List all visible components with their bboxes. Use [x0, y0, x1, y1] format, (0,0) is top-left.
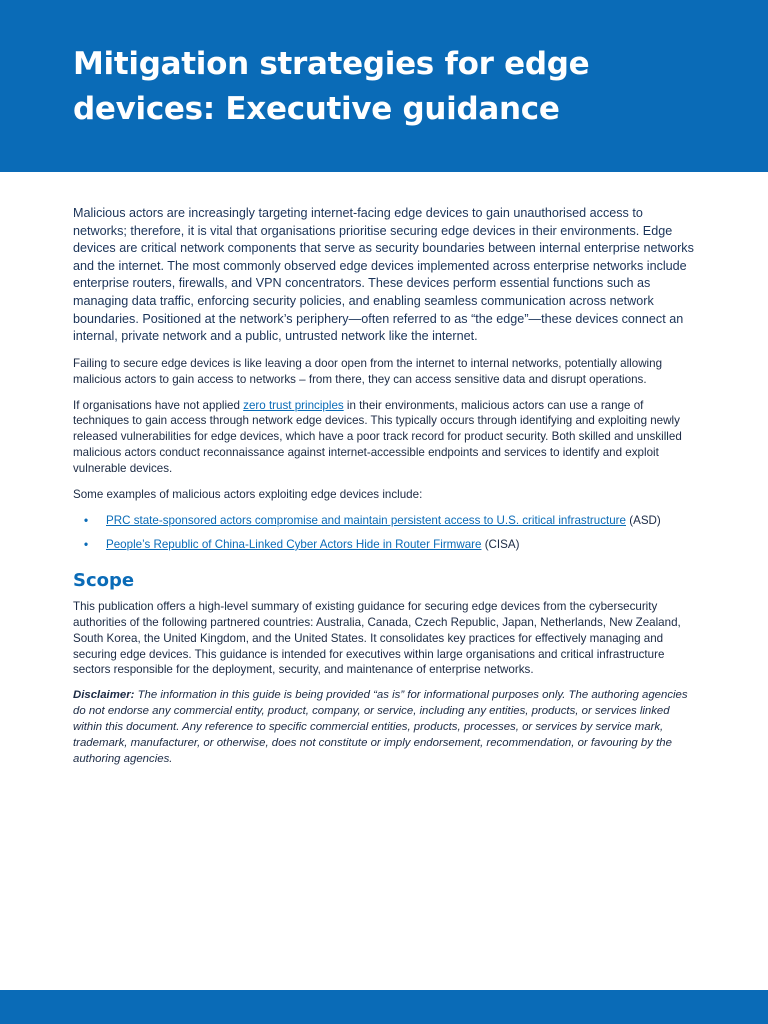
zero-trust-paragraph	[73, 398, 696, 478]
examples-list	[73, 513, 696, 553]
zero-trust-text-after: in their environments, malicious actors can use a range of techniques to gain access through network edge devices. This typically occurs through identifying and exploiting newly released vulnerabilities for edge devices, which have a poor track record for product security. Both skilled and unskilled malicious actors conduct reconnaissance against internet-accessible endpoints and services to identify and exploit vulnerable devices.	[73, 398, 682, 476]
document-body	[73, 205, 696, 768]
example-source: (CISA)	[481, 537, 520, 551]
list-item	[73, 537, 696, 553]
list-item	[73, 513, 696, 529]
page-title: Mitigation strategies for edge devices: Executive guidance	[73, 46, 590, 127]
scope-paragraph: This publication offers a high-level summary of existing guidance for securing edge devices from the cybersecurity authorities of the following partnered countries: Australia, Canada, Czech Republic, Japan, Netherlands, New Zealand, South Korea, the United Kingdom, and the United States. It consolidates key practices for effectively managing and securing edge devices. This guidance is intended for executives within large organisations and critical infrastructure sectors responsible for the deployment, security, and maintenance of enterprise networks.	[73, 599, 681, 677]
disclaimer-paragraph	[73, 688, 696, 768]
bullet-icon: •	[84, 514, 89, 527]
zero-trust-text-before: If organisations have not applied	[73, 398, 244, 412]
intro-paragraph: Malicious actors are increasingly targeting internet-facing edge devices to gain unauthorised access to networks; therefore, it is vital that organisations prioritise securing edge devices in their environments. Edge devices are critical network components that serve as security boundaries between internal enterprise networks and the internet. The most commonly observed edge devices implemented across enterprise networks include enterprise routers, firewalls, and VPN concentrators. These devices perform essential functions such as managing data traffic, enforcing security policies, and enabling seamless communication across network boundaries. Positioned at the network’s periphery—often referred to as “the edge”—these devices connect an internal, private network and a public, untrusted network like the internet.	[73, 206, 694, 344]
disclaimer-text: The information in this guide is being provided “as is” for informational purposes only. The authoring agencies do not endorse any commercial entity, product, company, or service, including any entities, products, or services linked within this document. Any reference to specific commercial entities, products, processes, or services by service mark, trademark, manufacturer, or otherwise, does not constitute or imply endorsement, recommendation, or favouring by the authoring agencies.	[73, 689, 688, 765]
zero-trust-principles-link[interactable]: zero trust principles	[243, 398, 344, 412]
risk-paragraph: Failing to secure edge devices is like leaving a door open from the internet to internal networks, potentially allowing malicious actors to gain access to networks – from there, they can access sensitive data and disrupt operations.	[73, 356, 663, 386]
cisa-router-firmware-link[interactable]: People’s Republic of China-Linked Cyber Actors Hide in Router Firmware	[106, 537, 482, 551]
disclaimer-label: Disclaimer:	[73, 689, 135, 702]
footer-band	[0, 990, 768, 1024]
examples-intro: Some examples of malicious actors exploiting edge devices include:	[73, 488, 423, 502]
header-band	[0, 0, 768, 172]
bullet-icon: •	[84, 537, 89, 551]
asd-prc-actors-link[interactable]: PRC state-sponsored actors compromise and maintain persistent access to U.S. critical infrastructure	[106, 514, 626, 527]
scope-heading: Scope	[73, 569, 135, 591]
example-source: (ASD)	[626, 514, 661, 527]
